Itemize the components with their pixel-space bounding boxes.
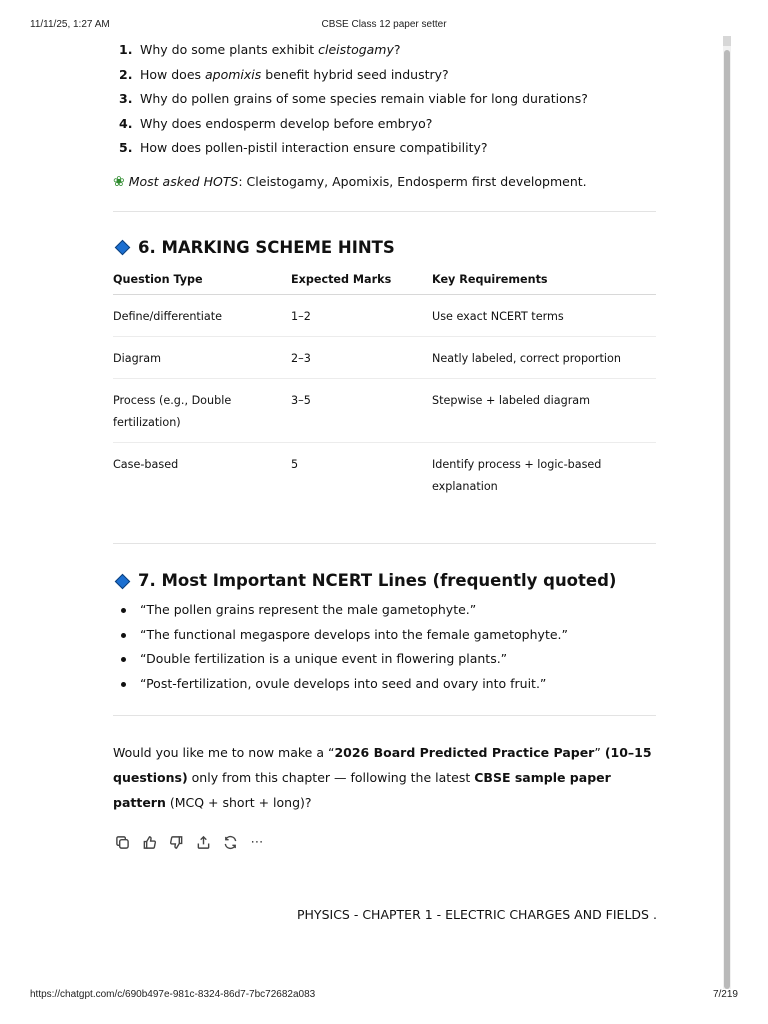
print-footer [30, 989, 738, 1003]
table-cell: 2–3 [291, 337, 432, 379]
chat-response [113, 38, 656, 851]
table-cell: Process (e.g., Double fertilization) [113, 379, 291, 443]
blue-diamond-icon [115, 240, 131, 256]
print-header [30, 19, 738, 33]
divider [113, 715, 656, 716]
ncert-lines-list [113, 598, 656, 696]
marking-scheme-table [113, 266, 656, 507]
divider [113, 543, 656, 544]
print-title: CBSE Class 12 paper setter [321, 19, 447, 30]
list-item: “Post-fertilization, ovule develops into seed and ovary into fruit.” [113, 672, 656, 697]
table-cell: Stepwise + labeled diagram [432, 379, 656, 443]
scrollbar-thumb[interactable] [724, 50, 730, 989]
column-header: Question Type [113, 266, 291, 295]
table-header-row [113, 266, 656, 295]
list-item: 1. Why do some plants exhibit cleistogamy? [119, 42, 401, 57]
table-cell: Neatly labeled, correct proportion [432, 337, 656, 379]
hots-summary: ❀ Most asked HOTS: Cleistogamy, Apomixis, Endosperm first development. [113, 173, 587, 190]
thumbs-down-icon[interactable] [167, 833, 185, 851]
section-heading-ncert: 7. Most Important NCERT Lines (frequently quoted) [113, 570, 656, 592]
table-row [113, 337, 656, 379]
list-item: 4. Why does endosperm develop before embryo? [119, 115, 433, 131]
table-row [113, 443, 656, 507]
divider [113, 211, 656, 212]
print-url: https://chatgpt.com/c/690b497e-981c-8324-86d7-7bc72682a083 [30, 989, 316, 1000]
share-icon[interactable] [194, 833, 212, 851]
column-header: Expected Marks [291, 266, 432, 295]
table-cell: Diagram [113, 337, 291, 379]
list-item: 3. Why do pollen grains of some species remain viable for long durations? [119, 91, 588, 106]
copy-icon[interactable] [113, 833, 131, 851]
scroll-up-arrow-icon[interactable] [723, 36, 731, 46]
table-cell: Use exact NCERT terms [432, 295, 656, 337]
table-cell: Define/differentiate [113, 295, 291, 337]
table-cell: Case-based [113, 458, 179, 471]
regenerate-icon[interactable] [221, 833, 239, 851]
table-cell: Identify process + logic-based explanation [432, 458, 602, 493]
hots-question-list [113, 38, 656, 161]
more-icon[interactable]: ⋯ [250, 834, 264, 850]
table-cell: 3–5 [291, 379, 432, 443]
table-row [113, 295, 656, 337]
print-date: 11/11/25, 1:27 AM [30, 19, 110, 30]
blue-diamond-icon [115, 573, 131, 589]
table-cell: 1–2 [291, 295, 432, 337]
followup-question: Would you like me to now make a “2026 Board Predicted Practice Paper” (10–15 questions) only from this chapter — following the latest CBSE sample paper pattern (MCQ + short + long)? [113, 745, 652, 810]
list-item: 5. How does pollen-pistil interaction ensure compatibility? [119, 140, 488, 155]
page-number: 7/219 [712, 989, 738, 1000]
scrollbar[interactable] [723, 36, 731, 989]
list-item: “Double fertilization is a unique event in flowering plants.” [113, 647, 656, 672]
list-item: “The functional megaspore develops into the female gametophyte.” [113, 623, 656, 648]
section-heading-marking: 6. MARKING SCHEME HINTS [113, 237, 656, 259]
clover-icon: ❀ [113, 173, 125, 190]
list-item: 2. How does apomixis benefit hybrid seed industry? [119, 66, 449, 82]
table-cell: 5 [291, 458, 299, 471]
next-user-prompt: PHYSICS - CHAPTER 1 - ELECTRIC CHARGES AND FIELDS . [297, 907, 657, 922]
column-header: Key Requirements [432, 266, 656, 295]
table-row [113, 379, 656, 443]
message-actions [113, 833, 656, 851]
list-item: “The pollen grains represent the male gametophyte.” [113, 598, 656, 623]
thumbs-up-icon[interactable] [140, 833, 158, 851]
